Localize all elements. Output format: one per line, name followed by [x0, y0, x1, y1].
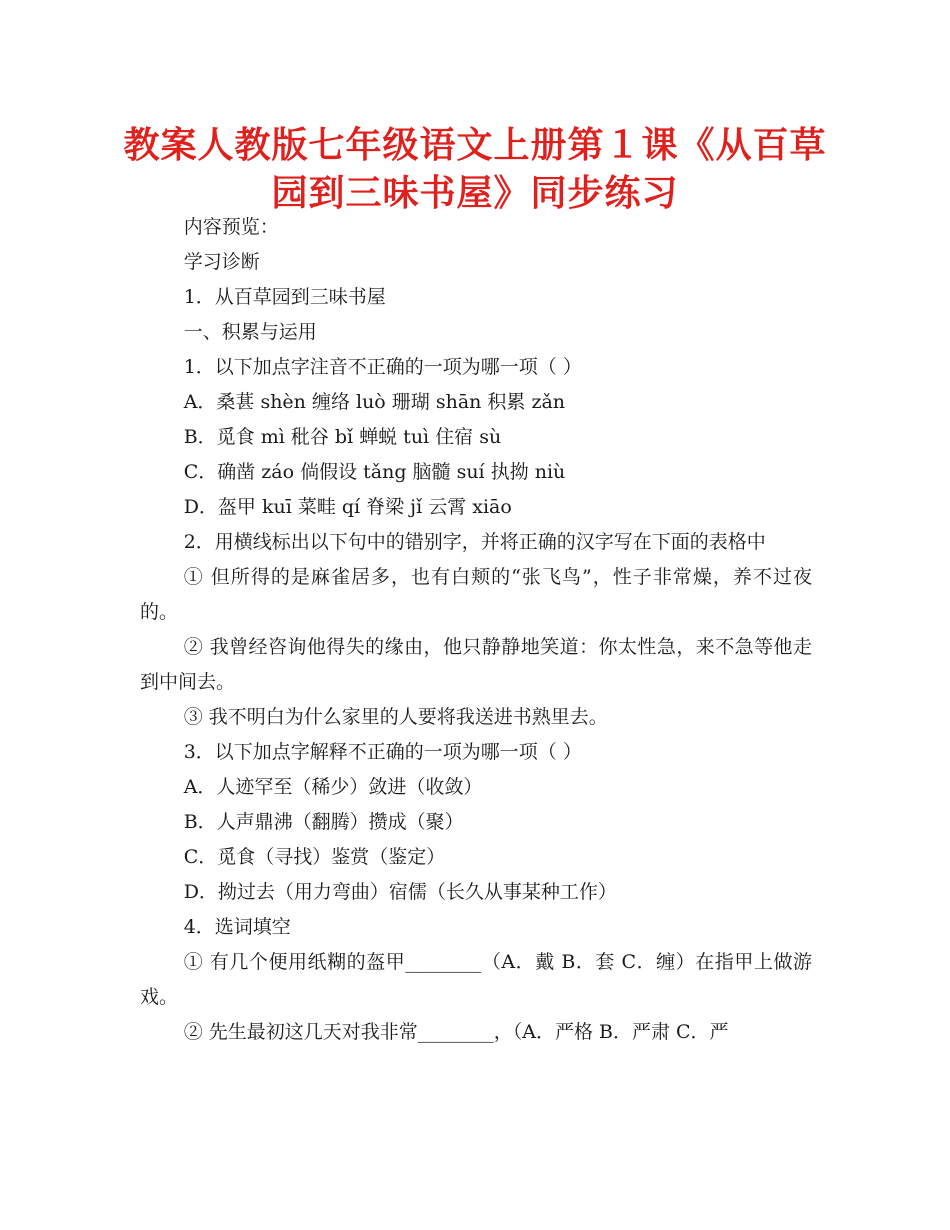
paragraph: C．觅食（寻找）鉴赏（鉴定）: [183, 846, 446, 868]
paragraph: ① 有几个便用纸糊的盔甲________（A．戴 B．套 C．缠）在指甲上做游戏。: [140, 951, 812, 1008]
paragraph: 1．以下加点字注音不正确的一项为哪一项（ ）: [183, 356, 582, 378]
paragraph: ① 但所得的是麻雀居多，也有白颊的“张飞鸟”，性子非常燥，养不过夜的。: [140, 566, 812, 623]
paragraph: A．桑葚 shèn 缠络 luò 珊瑚 shān 积累 zǎn: [183, 391, 566, 413]
paragraph: 一、积累与运用: [183, 321, 317, 343]
paragraph: B．觅食 mì 秕谷 bǐ 蝉蜕 tuì 住宿 sù: [183, 426, 502, 448]
paragraph: C．确凿 záo 倘假设 tǎng 脑髓 suí 执拗 niù: [183, 461, 566, 483]
paragraph: 1．从百草园到三味书屋: [183, 286, 386, 308]
document-body: [140, 210, 812, 1050]
paragraph: 3．以下加点字解释不正确的一项为哪一项（ ）: [183, 741, 582, 763]
document-title: 教案人教版七年级语文上册第１课《从百草园到三味书屋》同步练习: [123, 125, 827, 214]
paragraph: D．盔甲 kuī 菜畦 qí 脊梁 jǐ 云霄 xiāo: [183, 496, 512, 518]
paragraph: D．拗过去（用力弯曲）宿儒（长久从事某种工作）: [183, 881, 617, 903]
paragraph: 4．选词填空: [183, 916, 291, 938]
paragraph: B．人声鼎沸（翻腾）攒成（聚）: [183, 811, 464, 833]
paragraph: 学习诊断: [183, 251, 260, 273]
paragraph: ② 先生最初这几天对我非常________，（A．严格 B．严肃 C．严: [183, 1021, 729, 1043]
paragraph: 2．用横线标出以下句中的错别字，并将正确的汉字写在下面的表格中: [183, 531, 766, 553]
paragraph: A．人迹罕至（稀少）敛进（收敛）: [183, 776, 483, 798]
paragraph: ③ 我不明白为什么家里的人要将我送进书熟里去。: [183, 706, 608, 728]
paragraph: 内容预览：: [183, 216, 279, 238]
paragraph: ② 我曾经咨询他得失的缘由，他只静静地笑道：你太性急，来不急等他走到中间去。: [140, 636, 812, 693]
